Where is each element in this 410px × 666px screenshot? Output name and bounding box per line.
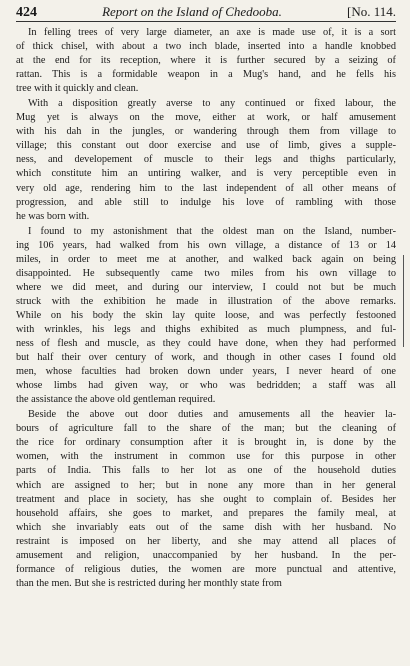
text-line: the assistance the above old gentleman required. <box>16 394 216 406</box>
text-line: where we did meet, and during our interview, I could not but be much <box>16 281 396 293</box>
text-line: village; this constant out door exercise and use of limb, gives a supple- <box>16 140 396 152</box>
text-line: struck with the exhibition he made in illustration of the above remarks. <box>16 295 396 307</box>
paragraph <box>16 225 396 408</box>
text-line: parts of India. This falls to her lot as one of the household duties <box>16 465 396 477</box>
text-line: disappointed. He subsequently came two miles from his own village to <box>16 267 396 279</box>
text-line: restraint is imposed on her liberty, and she may attend all places of <box>16 535 396 547</box>
page-number: 424 <box>16 5 37 20</box>
text-line: men, whose faculties had broken down under years, I never heard of one <box>16 366 396 378</box>
text-line: Mug yet is always on the move, either at work, or half amusement <box>16 112 396 124</box>
text-line: at the end for its reception, where it is further secured by a seizing of <box>16 55 396 67</box>
text-line: progression, and able still to indulge his love of rambling with those <box>16 196 396 208</box>
text-line: he was born with. <box>16 210 90 222</box>
text-line: than the men. But she is restricted during her monthly state from <box>16 577 282 589</box>
text-line: with wrinkles, his legs and thighs exhibited as much plumpness, and ful- <box>16 323 396 335</box>
issue-number: [No. 114. <box>346 4 396 19</box>
text-line: bours of agriculture fall to the share of the man; but the cleaning of <box>16 423 396 435</box>
text-line: household affairs, she goes to market, and prepares the family meal, at <box>16 507 396 519</box>
paragraph <box>16 97 396 223</box>
text-line: which constitute him an untiring walker, and is very perceptible even in <box>16 168 396 180</box>
text-line: ness, and developement of muscle to their legs and thighs particularly, <box>16 154 396 166</box>
text-line: ness of flesh and muscle, as they could have done, when they had performed <box>16 338 396 350</box>
text-line: whose limbs had given way, or who was bedridden; a staff was all <box>16 380 396 392</box>
text-line: very old age, rendering him to the last independent of all other means of <box>16 182 396 194</box>
text-line: which are assigned to her; but in none any more than in her general <box>16 479 396 491</box>
page-header <box>16 4 396 22</box>
text-line: miles, in order to meet me at another, and walked back again on being <box>16 253 396 265</box>
text-line: In felling trees of very large diameter, an axe is made use of, it is a sort <box>28 27 396 38</box>
text-line: While on his body the skin lay quite loose, and was perfectly festooned <box>16 309 396 321</box>
text-line: which she invariably eats out of the same dish with her husband. No <box>16 521 396 533</box>
running-title: Report on the Island of Chedooba. <box>102 4 282 19</box>
text-line: I found to my astonishment that the oldest man on the Island, number- <box>28 225 396 237</box>
text-line: Beside the above out door duties and amusements all the heavier la- <box>28 409 396 421</box>
text-line: tree with it quickly and clean. <box>16 83 139 95</box>
text-line: the rice for ordinary consumption after it is brought in, is done by the <box>16 437 396 449</box>
text-line: with his dah in the jungles, or wandering through them from village to <box>16 126 396 138</box>
text-line: amusement and religion, unaccompanied by her husband. In the per- <box>16 549 396 561</box>
paragraph <box>16 408 396 591</box>
margin-rule <box>403 255 404 347</box>
text-line: women, with the instrument in common use for this purpose in other <box>16 451 396 463</box>
text-line: formance of religious duties, the women are more punctual and attentive, <box>16 563 396 575</box>
paragraph <box>16 26 396 96</box>
text-line: of thick chisel, with about a two inch blade, inserted into a handle knobbed <box>16 41 396 53</box>
text-line: rattan. This is a formidable weapon in a Mug's hand, and he fells his <box>16 69 396 81</box>
text-line: With a disposition greatly averse to any continued or fixed labour, the <box>28 98 396 110</box>
text-line: treatment and place in society, has she ought to complain of. Besides her <box>16 493 396 505</box>
text-line: but half their over century of work, and though in other cases I found old <box>16 352 396 364</box>
text-line: ing 106 years, had walked from his own village, a distance of 13 or 14 <box>16 239 396 251</box>
body-text <box>16 26 396 591</box>
